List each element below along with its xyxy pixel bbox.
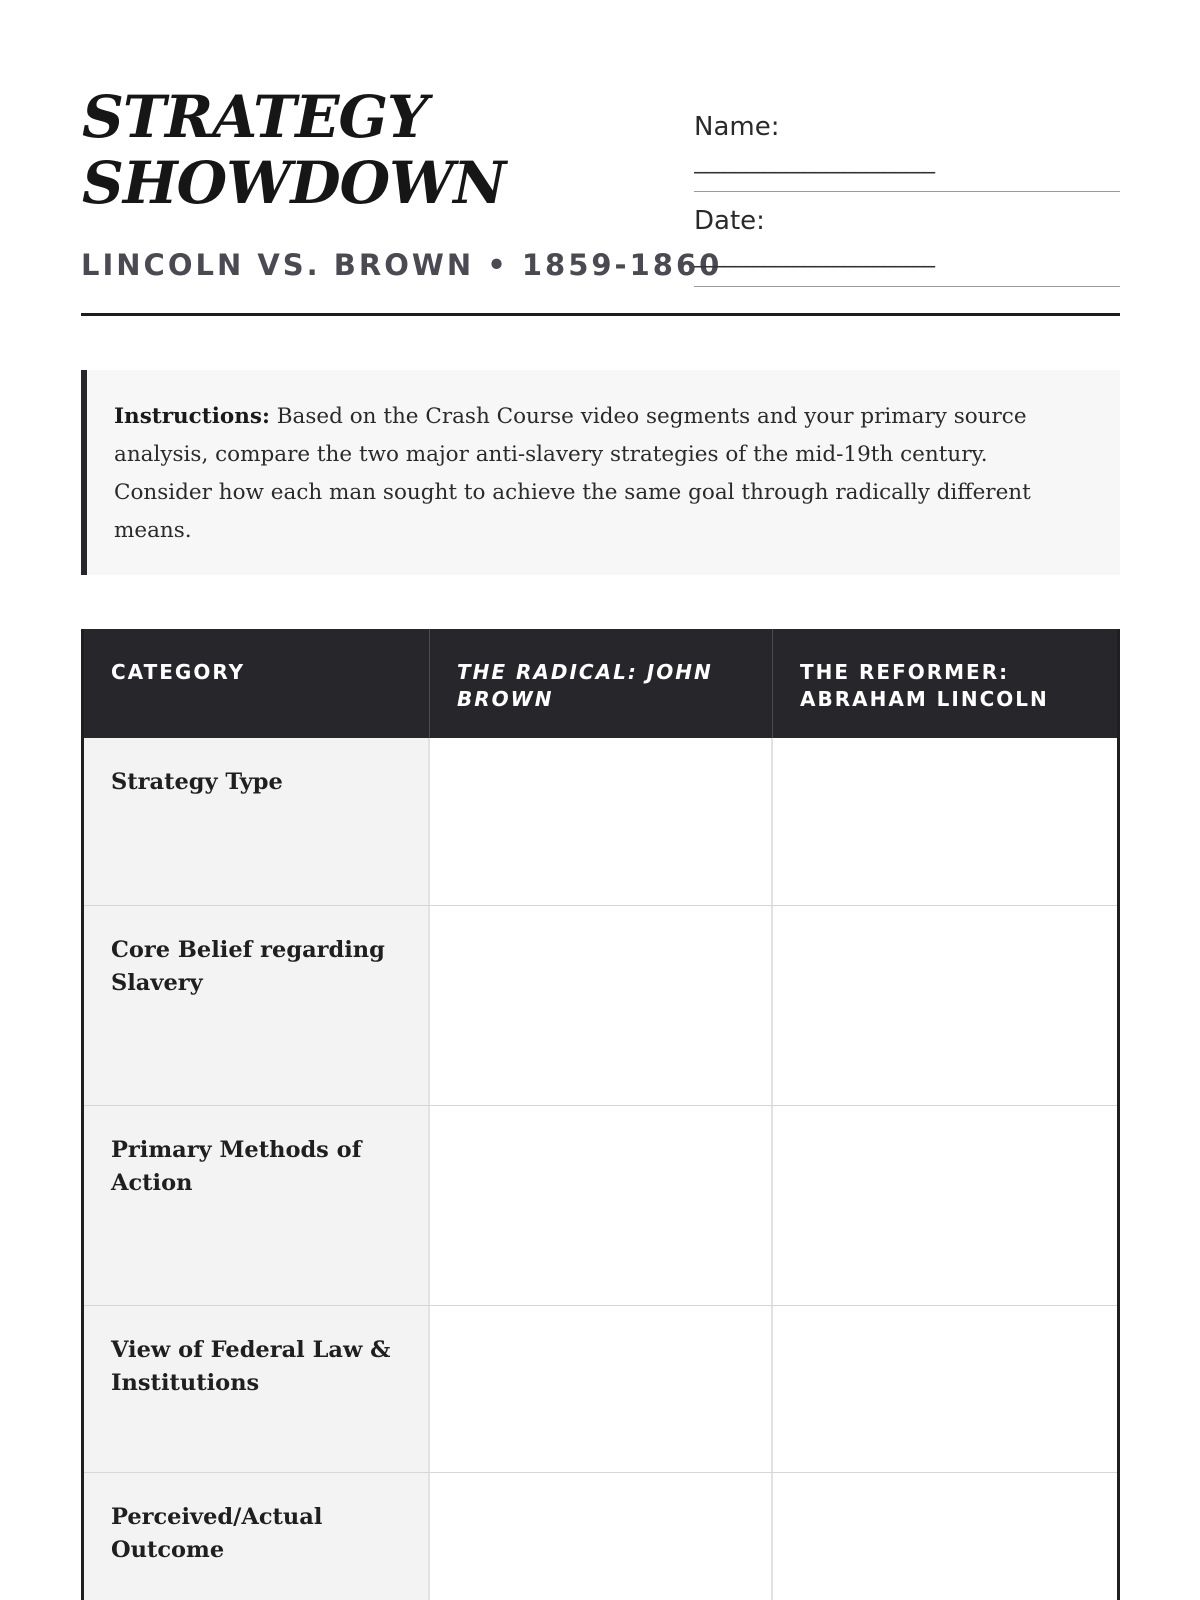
answer-cell-brown[interactable]: [430, 1306, 773, 1472]
answer-cell-lincoln[interactable]: [773, 1306, 1117, 1472]
title-line-2: SHOWDOWN: [82, 149, 506, 217]
comparison-table: [81, 629, 1120, 1600]
date-underline: [694, 286, 1120, 287]
instructions-text: Based on the Crash Course video segments and your primary source analysis, compare the two major anti-slavery strategies of the mid-19th century. Consider how each man sought to achieve the same goal through radically different means.: [114, 404, 1031, 543]
row-label-outcome: Perceived/Actual Outcome: [84, 1473, 430, 1600]
worksheet-title: [82, 84, 505, 216]
header-divider: [81, 313, 1120, 316]
column-header-abraham-lincoln: THE REFORMER: ABRAHAM LINCOLN: [800, 660, 1049, 711]
answer-cell-brown[interactable]: [430, 1106, 773, 1305]
date-label: Date:: [694, 206, 765, 236]
table-row: [84, 1305, 1117, 1472]
table-row: [84, 1105, 1117, 1305]
worksheet-subtitle: LINCOLN VS. BROWN • 1859-1860: [81, 248, 723, 282]
row-label-strategy-type: Strategy Type: [84, 738, 430, 905]
instructions-box: [81, 370, 1120, 575]
answer-cell-lincoln[interactable]: [773, 906, 1117, 1105]
table-row: [84, 1472, 1117, 1600]
answer-cell-brown[interactable]: [430, 1473, 773, 1600]
instructions-label: Instructions:: [114, 404, 270, 429]
answer-cell-lincoln[interactable]: [773, 1106, 1117, 1305]
date-field[interactable]: [694, 206, 1120, 274]
name-label: Name:: [694, 112, 780, 142]
table-row: [84, 905, 1117, 1105]
column-header-category: CATEGORY: [84, 629, 430, 738]
title-line-1: STRATEGY: [82, 83, 428, 151]
answer-cell-brown[interactable]: [430, 738, 773, 905]
name-underline: [694, 191, 1120, 192]
answer-cell-brown[interactable]: [430, 906, 773, 1105]
row-label-federal-law: View of Federal Law & Institutions: [84, 1306, 430, 1472]
table-header-row: [84, 629, 1117, 738]
answer-cell-lincoln[interactable]: [773, 738, 1117, 905]
table-row: [84, 738, 1117, 905]
date-blank[interactable]: ________________________: [694, 244, 934, 268]
name-field[interactable]: [694, 112, 1120, 180]
name-blank[interactable]: ________________________: [694, 150, 934, 174]
answer-cell-lincoln[interactable]: [773, 1473, 1117, 1600]
row-label-primary-methods: Primary Methods of Action: [84, 1106, 430, 1305]
column-header-john-brown: THE RADICAL: JOHN BROWN: [430, 629, 773, 738]
row-label-core-belief: Core Belief regarding Slavery: [84, 906, 430, 1105]
